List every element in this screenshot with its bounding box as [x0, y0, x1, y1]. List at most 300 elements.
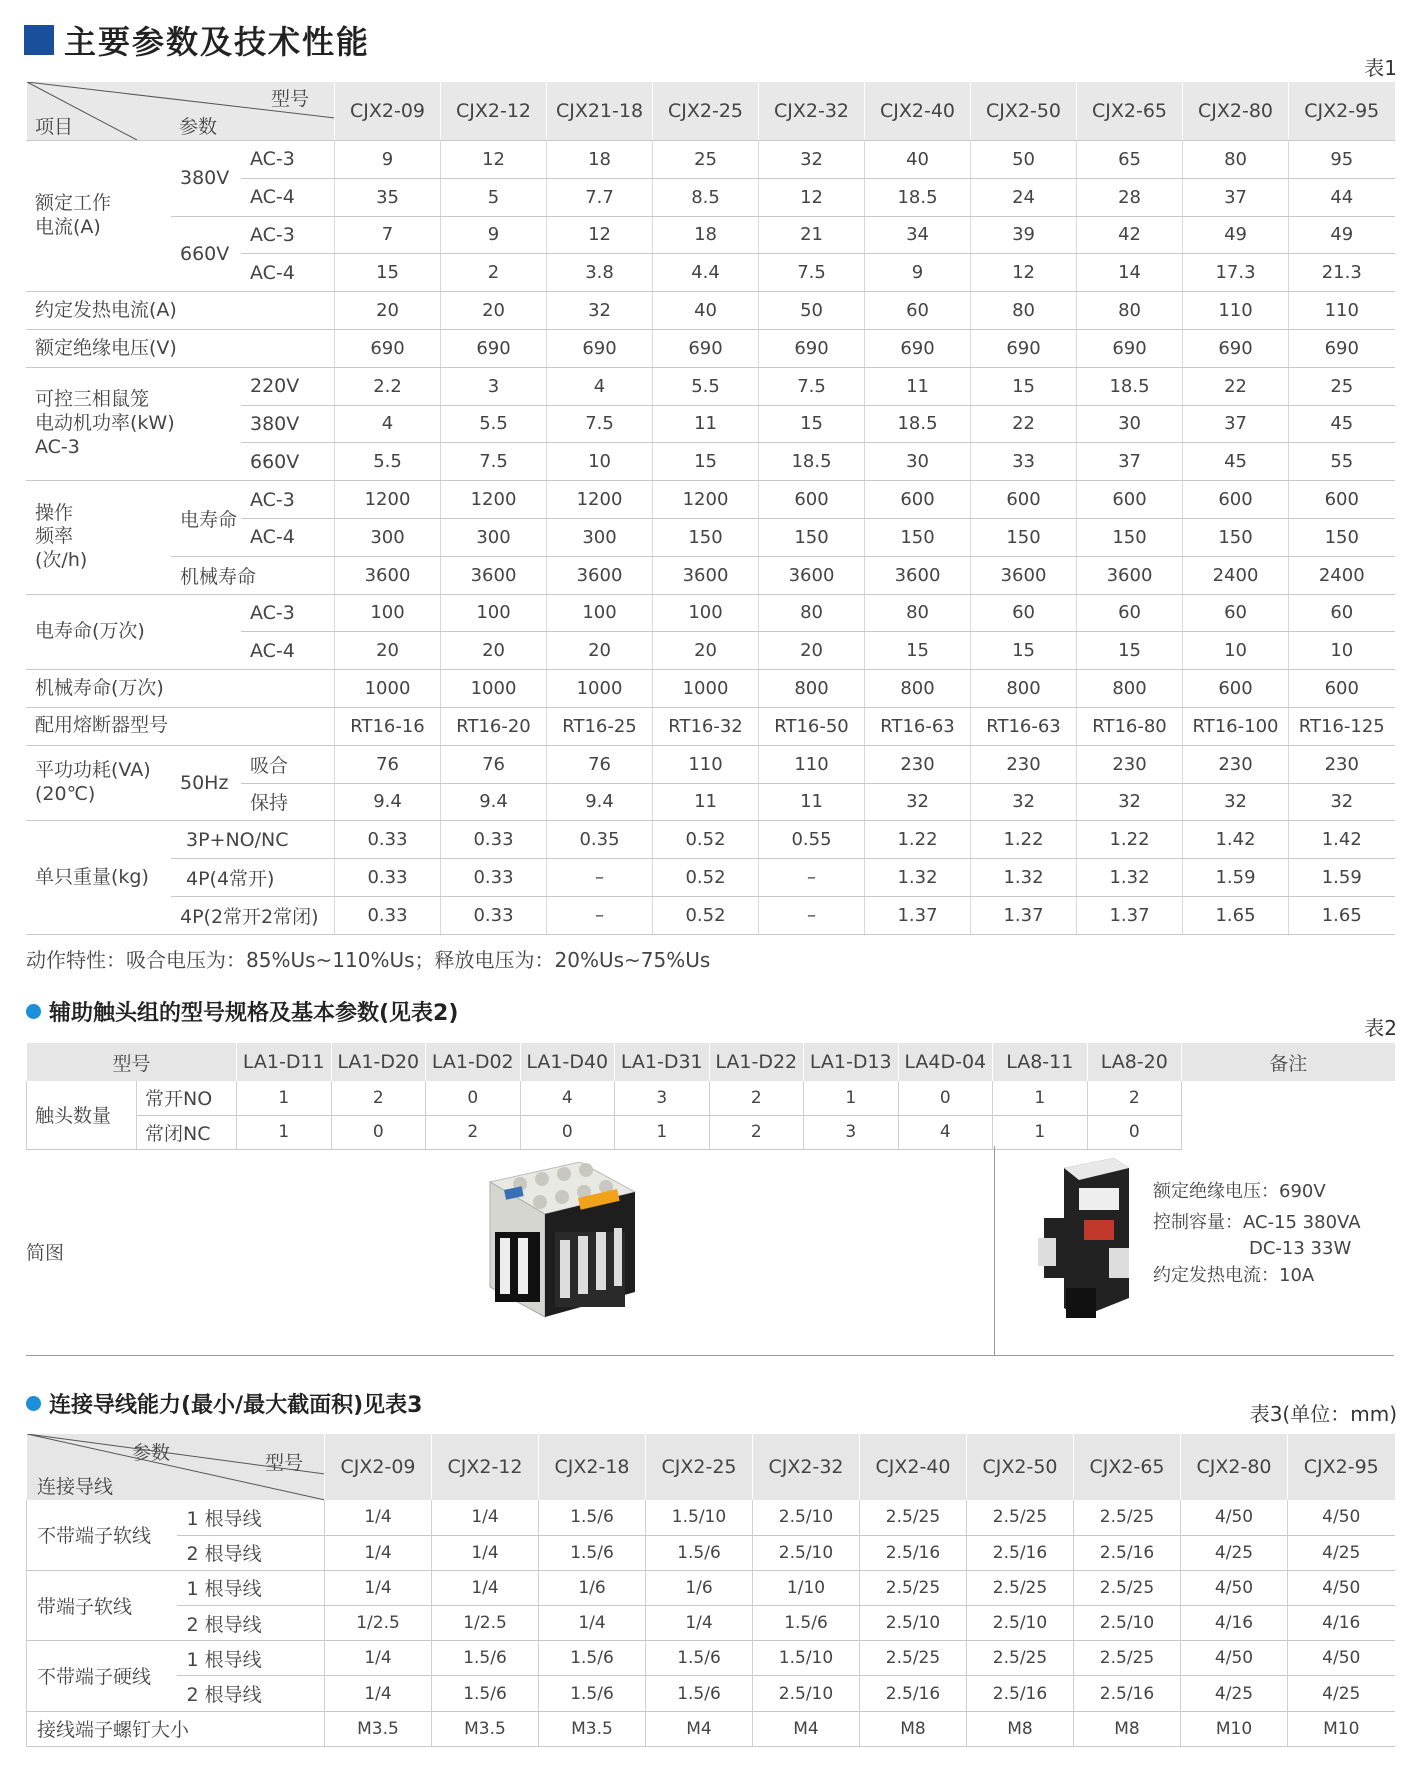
value-cell: 1: [993, 1115, 1088, 1149]
value-cell: 100: [653, 594, 759, 632]
value-cell: 3600: [971, 556, 1077, 594]
page-title: 主要参数及技术性能: [64, 23, 371, 61]
value-cell: 0: [520, 1115, 615, 1149]
model-header: CJX2-95: [1288, 1434, 1395, 1500]
table-row: [27, 1535, 1395, 1570]
value-cell: 80: [1183, 141, 1289, 179]
value-cell: 1.42: [1183, 821, 1289, 859]
value-cell: 800: [1077, 670, 1183, 708]
value-cell: 1.32: [971, 859, 1077, 897]
value-cell: 30: [865, 443, 971, 481]
bullet-icon: [26, 1004, 41, 1019]
value-cell: –: [547, 896, 653, 934]
value-cell: 10: [1183, 632, 1289, 670]
value-cell: 1/4: [432, 1535, 539, 1570]
value-cell: M3.5: [325, 1711, 432, 1746]
table-row: [27, 367, 1395, 405]
table-row: [27, 1500, 1395, 1535]
value-cell: 0.35: [547, 821, 653, 859]
value-cell: 150: [1183, 518, 1289, 556]
voltage-380-label: 380V: [242, 405, 335, 443]
rated-current-label: 额定工作 电流(A): [27, 141, 172, 292]
table3-header-row: [27, 1434, 1395, 1500]
value-cell: 2.5/25: [1074, 1500, 1181, 1535]
value-cell: 230: [1183, 745, 1289, 783]
corner-wire-label: 连接导线: [37, 1476, 114, 1498]
value-cell: 1/6: [539, 1570, 646, 1605]
value-cell: 0.33: [335, 821, 441, 859]
value-cell: 5: [441, 178, 547, 216]
value-cell: 1: [237, 1115, 332, 1149]
value-cell: 600: [1077, 481, 1183, 519]
value-cell: 1.5/6: [646, 1676, 753, 1711]
value-cell: 32: [1183, 783, 1289, 821]
value-cell: 2.5/10: [753, 1535, 860, 1570]
table2-label: 表2: [1364, 1016, 1397, 1040]
value-cell: 2.5/10: [860, 1606, 967, 1641]
screw-label: 接线端子螺钉大小: [27, 1711, 325, 1746]
table1-header-row: [27, 82, 1395, 141]
value-cell: 37: [1183, 405, 1289, 443]
value-cell: 60: [1183, 594, 1289, 632]
value-cell: 1000: [653, 670, 759, 708]
value-cell: M4: [646, 1711, 753, 1746]
weight-4p-no-label: 4P(4常开): [172, 859, 335, 897]
value-cell: 32: [971, 783, 1077, 821]
value-cell: 9: [865, 254, 971, 292]
value-cell: 12: [547, 216, 653, 254]
value-cell: 25: [1289, 367, 1395, 405]
value-cell: 2: [709, 1081, 804, 1115]
value-cell: 9: [335, 141, 441, 179]
value-cell: 15: [865, 632, 971, 670]
value-cell: 32: [1289, 783, 1395, 821]
value-cell: 110: [653, 745, 759, 783]
ac3-label: AC-3: [242, 594, 335, 632]
corner-param-label: 参数: [179, 116, 218, 138]
value-cell: 42: [1077, 216, 1183, 254]
mech-life-sub-label: 机械寿命: [172, 556, 335, 594]
value-cell: 800: [971, 670, 1077, 708]
value-cell: 110: [1289, 292, 1395, 330]
value-cell: 80: [865, 594, 971, 632]
hold-label: 保持: [242, 783, 335, 821]
table-row: [27, 707, 1395, 745]
two-wire-label: 2 根导线: [177, 1606, 325, 1641]
value-cell: 1/4: [325, 1535, 432, 1570]
value-cell: RT16-80: [1077, 707, 1183, 745]
value-cell: 0.33: [335, 859, 441, 897]
value-cell: 7.5: [759, 367, 865, 405]
model-header: CJX2-12: [432, 1434, 539, 1500]
section2-title-block: [26, 996, 458, 1027]
value-cell: 21: [759, 216, 865, 254]
value-cell: 32: [865, 783, 971, 821]
value-cell: 110: [1183, 292, 1289, 330]
soft-no-terminal-label: 不带端子软线: [27, 1500, 177, 1570]
value-cell: 300: [547, 518, 653, 556]
value-cell: 690: [1289, 329, 1395, 367]
value-cell: 2.5/25: [1074, 1570, 1181, 1605]
value-cell: 76: [335, 745, 441, 783]
value-cell: 1.5/6: [432, 1676, 539, 1711]
value-cell: 150: [1077, 518, 1183, 556]
model-header: CJX2-25: [653, 82, 759, 141]
value-cell: 1/6: [646, 1570, 753, 1605]
table3-corner: [27, 1434, 325, 1500]
value-cell: 690: [1183, 329, 1289, 367]
table3-label: 表3(单位：mm): [1249, 1402, 1397, 1426]
one-wire-label: 1 根导线: [177, 1500, 325, 1535]
section2-title: 辅助触头组的型号规格及基本参数(见表2): [49, 1001, 459, 1026]
value-cell: 3: [615, 1081, 710, 1115]
value-cell: 3600: [653, 556, 759, 594]
value-cell: 9: [441, 216, 547, 254]
value-cell: 8.5: [653, 178, 759, 216]
value-cell: 32: [759, 141, 865, 179]
value-cell: 50: [759, 292, 865, 330]
value-cell: 76: [547, 745, 653, 783]
table1-label: 表1: [1364, 56, 1397, 80]
value-cell: 0.33: [335, 896, 441, 934]
value-cell: 7.5: [547, 405, 653, 443]
action-note: 动作特性：吸合电压为：85%Us~110%Us；释放电压为：20%Us~75%Us: [26, 948, 711, 972]
value-cell: 20: [335, 292, 441, 330]
value-cell: 1.37: [1077, 896, 1183, 934]
spec-capacity: 控制容量：AC-15 380VA: [1153, 1212, 1361, 1233]
table-row: [27, 481, 1395, 519]
ac3-label: AC-3: [242, 481, 335, 519]
spec-insulation: 额定绝缘电压：690V: [1153, 1181, 1326, 1202]
value-cell: 11: [653, 783, 759, 821]
value-cell: 22: [1183, 367, 1289, 405]
value-cell: 100: [547, 594, 653, 632]
value-cell: 2: [709, 1115, 804, 1149]
value-cell: 2.5/25: [860, 1641, 967, 1676]
value-cell: 1200: [441, 481, 547, 519]
value-cell: M10: [1288, 1711, 1395, 1746]
value-cell: 14: [1077, 254, 1183, 292]
value-cell: 37: [1183, 178, 1289, 216]
section3-title-block: [26, 1388, 422, 1419]
value-cell: 28: [1077, 178, 1183, 216]
value-cell: 1.42: [1289, 821, 1395, 859]
value-cell: 690: [759, 329, 865, 367]
value-cell: 33: [971, 443, 1077, 481]
weight-3p-label: 3P+NO/NC: [172, 821, 335, 859]
model-header: LA1-D11: [237, 1043, 332, 1081]
value-cell: 20: [547, 632, 653, 670]
model-header: LA1-D13: [804, 1043, 899, 1081]
value-cell: 76: [441, 745, 547, 783]
value-cell: 0.33: [441, 896, 547, 934]
value-cell: 2: [331, 1081, 426, 1115]
value-cell: 2.5/25: [967, 1641, 1074, 1676]
one-wire-label: 1 根导线: [177, 1641, 325, 1676]
value-cell: 0.52: [653, 859, 759, 897]
value-cell: 4/50: [1288, 1500, 1395, 1535]
value-cell: 230: [1077, 745, 1183, 783]
model-header: CJX2-09: [335, 82, 441, 141]
value-cell: 12: [759, 178, 865, 216]
value-cell: M8: [1074, 1711, 1181, 1746]
value-cell: 1: [804, 1081, 899, 1115]
value-cell: M4: [753, 1711, 860, 1746]
value-cell: 1/2.5: [432, 1606, 539, 1641]
value-cell: 690: [441, 329, 547, 367]
value-cell: 100: [441, 594, 547, 632]
value-cell: RT16-50: [759, 707, 865, 745]
model-header: LA1-D02: [426, 1043, 521, 1081]
value-cell: 9.4: [547, 783, 653, 821]
value-cell: 230: [1289, 745, 1395, 783]
value-cell: 18.5: [865, 178, 971, 216]
value-cell: 12: [441, 141, 547, 179]
corner-model-label: 型号: [265, 1452, 304, 1474]
value-cell: 1.65: [1183, 896, 1289, 934]
value-cell: 600: [865, 481, 971, 519]
value-cell: 12: [971, 254, 1077, 292]
value-cell: 3600: [865, 556, 971, 594]
table-row: [27, 1606, 1395, 1641]
value-cell: 45: [1183, 443, 1289, 481]
thermal-current-label: 约定发热电流(A): [27, 292, 335, 330]
value-cell: 1000: [441, 670, 547, 708]
table-row: [27, 896, 1395, 934]
remark-cell: [1182, 1081, 1395, 1115]
value-cell: 7.7: [547, 178, 653, 216]
value-cell: 1.5/6: [753, 1606, 860, 1641]
table1: [26, 82, 1395, 935]
weight-4p-nonc-label: 4P(2常开2常闭): [172, 896, 335, 934]
value-cell: 20: [759, 632, 865, 670]
value-cell: 60: [971, 594, 1077, 632]
value-cell: 2.5/10: [967, 1606, 1074, 1641]
model-header: CJX21-18: [547, 82, 653, 141]
value-cell: 3.8: [547, 254, 653, 292]
value-cell: 2.5/10: [753, 1676, 860, 1711]
model-header: CJX2-65: [1077, 82, 1183, 141]
value-cell: 15: [653, 443, 759, 481]
value-cell: 3600: [1077, 556, 1183, 594]
value-cell: RT16-16: [335, 707, 441, 745]
value-cell: 4/25: [1181, 1535, 1288, 1570]
value-cell: 800: [759, 670, 865, 708]
value-cell: 150: [1289, 518, 1395, 556]
sketch-label: 简图: [26, 1242, 65, 1264]
value-cell: 1.5/6: [646, 1641, 753, 1676]
value-cell: 1.22: [971, 821, 1077, 859]
elec-life-sub-label: 电寿命: [172, 481, 242, 557]
table2-model-header: 型号: [27, 1043, 237, 1081]
value-cell: 11: [653, 405, 759, 443]
table-row: [27, 216, 1395, 254]
section3-title: 连接导线能力(最小/最大截面积)见表3: [49, 1393, 423, 1418]
voltage-220-label: 220V: [242, 367, 335, 405]
value-cell: 2.5/10: [753, 1500, 860, 1535]
fuse-label: 配用熔断器型号: [27, 707, 335, 745]
value-cell: 110: [759, 745, 865, 783]
value-cell: 150: [865, 518, 971, 556]
value-cell: 1.5/10: [753, 1641, 860, 1676]
value-cell: 1/4: [432, 1570, 539, 1605]
value-cell: 0: [898, 1081, 993, 1115]
value-cell: 60: [1289, 594, 1395, 632]
value-cell: 0.33: [441, 821, 547, 859]
value-cell: 690: [335, 329, 441, 367]
value-cell: 2.5/16: [967, 1676, 1074, 1711]
value-cell: 0.33: [441, 859, 547, 897]
value-cell: 11: [759, 783, 865, 821]
model-header: CJX2-12: [441, 82, 547, 141]
value-cell: 1.59: [1183, 859, 1289, 897]
value-cell: 2.5/25: [967, 1570, 1074, 1605]
table-row: [27, 821, 1395, 859]
ac3-label: AC-3: [242, 141, 335, 179]
model-header: LA8-11: [993, 1043, 1088, 1081]
value-cell: 1/4: [325, 1641, 432, 1676]
table-row: [27, 1711, 1395, 1746]
value-cell: 2.5/25: [1074, 1641, 1181, 1676]
table-row: [27, 1676, 1395, 1711]
la8-module-image: [1024, 1158, 1134, 1338]
value-cell: 50: [971, 141, 1077, 179]
model-header: CJX2-40: [865, 82, 971, 141]
value-cell: 2: [441, 254, 547, 292]
value-cell: 150: [653, 518, 759, 556]
value-cell: 30: [1077, 405, 1183, 443]
value-cell: 60: [1077, 594, 1183, 632]
value-cell: 2.5/25: [860, 1500, 967, 1535]
model-header: CJX2-80: [1181, 1434, 1288, 1500]
value-cell: 1/4: [539, 1606, 646, 1641]
elec-life-label: 电寿命(万次): [27, 594, 242, 670]
value-cell: 600: [759, 481, 865, 519]
value-cell: 690: [1077, 329, 1183, 367]
value-cell: 3600: [759, 556, 865, 594]
value-cell: –: [759, 859, 865, 897]
ac4-label: AC-4: [242, 254, 335, 292]
value-cell: 1.5/6: [432, 1641, 539, 1676]
value-cell: 22: [971, 405, 1077, 443]
value-cell: RT16-32: [653, 707, 759, 745]
table3: [26, 1434, 1395, 1747]
value-cell: 1/4: [646, 1606, 753, 1641]
model-header: CJX2-65: [1074, 1434, 1181, 1500]
value-cell: 9.4: [335, 783, 441, 821]
value-cell: 21.3: [1289, 254, 1395, 292]
value-cell: 80: [971, 292, 1077, 330]
value-cell: 1: [237, 1081, 332, 1115]
value-cell: –: [547, 859, 653, 897]
value-cell: 230: [971, 745, 1077, 783]
value-cell: M3.5: [432, 1711, 539, 1746]
value-cell: 600: [971, 481, 1077, 519]
value-cell: 4/50: [1288, 1641, 1395, 1676]
model-header: CJX2-25: [646, 1434, 753, 1500]
value-cell: 4: [520, 1081, 615, 1115]
value-cell: M3.5: [539, 1711, 646, 1746]
value-cell: 40: [653, 292, 759, 330]
value-cell: RT16-63: [971, 707, 1077, 745]
pull-label: 吸合: [242, 745, 335, 783]
two-wire-label: 2 根导线: [177, 1535, 325, 1570]
model-header: LA4D-04: [898, 1043, 993, 1081]
value-cell: M10: [1181, 1711, 1288, 1746]
value-cell: 17.3: [1183, 254, 1289, 292]
value-cell: 1: [615, 1115, 710, 1149]
value-cell: 0: [331, 1115, 426, 1149]
table-row: [27, 556, 1395, 594]
value-cell: 1/4: [325, 1676, 432, 1711]
value-cell: 1200: [335, 481, 441, 519]
ac4-label: AC-4: [242, 518, 335, 556]
value-cell: 80: [759, 594, 865, 632]
no-label: 常开NO: [137, 1081, 237, 1115]
value-cell: 150: [971, 518, 1077, 556]
value-cell: 10: [1289, 632, 1395, 670]
value-cell: 1200: [547, 481, 653, 519]
value-cell: 1.32: [865, 859, 971, 897]
table2-header-row: [27, 1043, 1395, 1081]
value-cell: 15: [335, 254, 441, 292]
value-cell: 600: [1183, 481, 1289, 519]
table2: [26, 1043, 1395, 1150]
value-cell: M8: [967, 1711, 1074, 1746]
value-cell: 15: [971, 367, 1077, 405]
spec-capacity-dc: DC-13 33W: [1249, 1238, 1352, 1259]
value-cell: 4/25: [1181, 1676, 1288, 1711]
table-row: [27, 1570, 1395, 1605]
value-cell: 35: [335, 178, 441, 216]
value-cell: 20: [441, 292, 547, 330]
table-row: [27, 1115, 1395, 1149]
value-cell: 1000: [335, 670, 441, 708]
value-cell: 20: [335, 632, 441, 670]
value-cell: 1.5/6: [539, 1500, 646, 1535]
value-cell: 100: [335, 594, 441, 632]
table-row: [27, 745, 1395, 783]
value-cell: 4/50: [1181, 1500, 1288, 1535]
value-cell: 1.5/6: [646, 1535, 753, 1570]
voltage-380-label: 380V: [172, 141, 242, 217]
value-cell: 3: [804, 1115, 899, 1149]
value-cell: 1/4: [325, 1570, 432, 1605]
value-cell: 32: [547, 292, 653, 330]
value-cell: 2.5/10: [1074, 1606, 1181, 1641]
model-header: CJX2-95: [1289, 82, 1395, 141]
table-row: [27, 859, 1395, 897]
table-row: [27, 594, 1395, 632]
value-cell: 25: [653, 141, 759, 179]
value-cell: 37: [1077, 443, 1183, 481]
value-cell: 4: [547, 367, 653, 405]
section1-title-block: [24, 18, 370, 62]
value-cell: 690: [865, 329, 971, 367]
value-cell: 15: [1077, 632, 1183, 670]
value-cell: 1/4: [325, 1500, 432, 1535]
voltage-660-label: 660V: [172, 216, 242, 292]
model-header: CJX2-40: [860, 1434, 967, 1500]
value-cell: 1: [993, 1081, 1088, 1115]
value-cell: 0: [1087, 1115, 1182, 1149]
model-header: LA8-20: [1087, 1043, 1182, 1081]
value-cell: 39: [971, 216, 1077, 254]
model-header: CJX2-32: [759, 82, 865, 141]
value-cell: 40: [865, 141, 971, 179]
bullet-icon: [26, 1396, 41, 1411]
value-cell: 690: [653, 329, 759, 367]
